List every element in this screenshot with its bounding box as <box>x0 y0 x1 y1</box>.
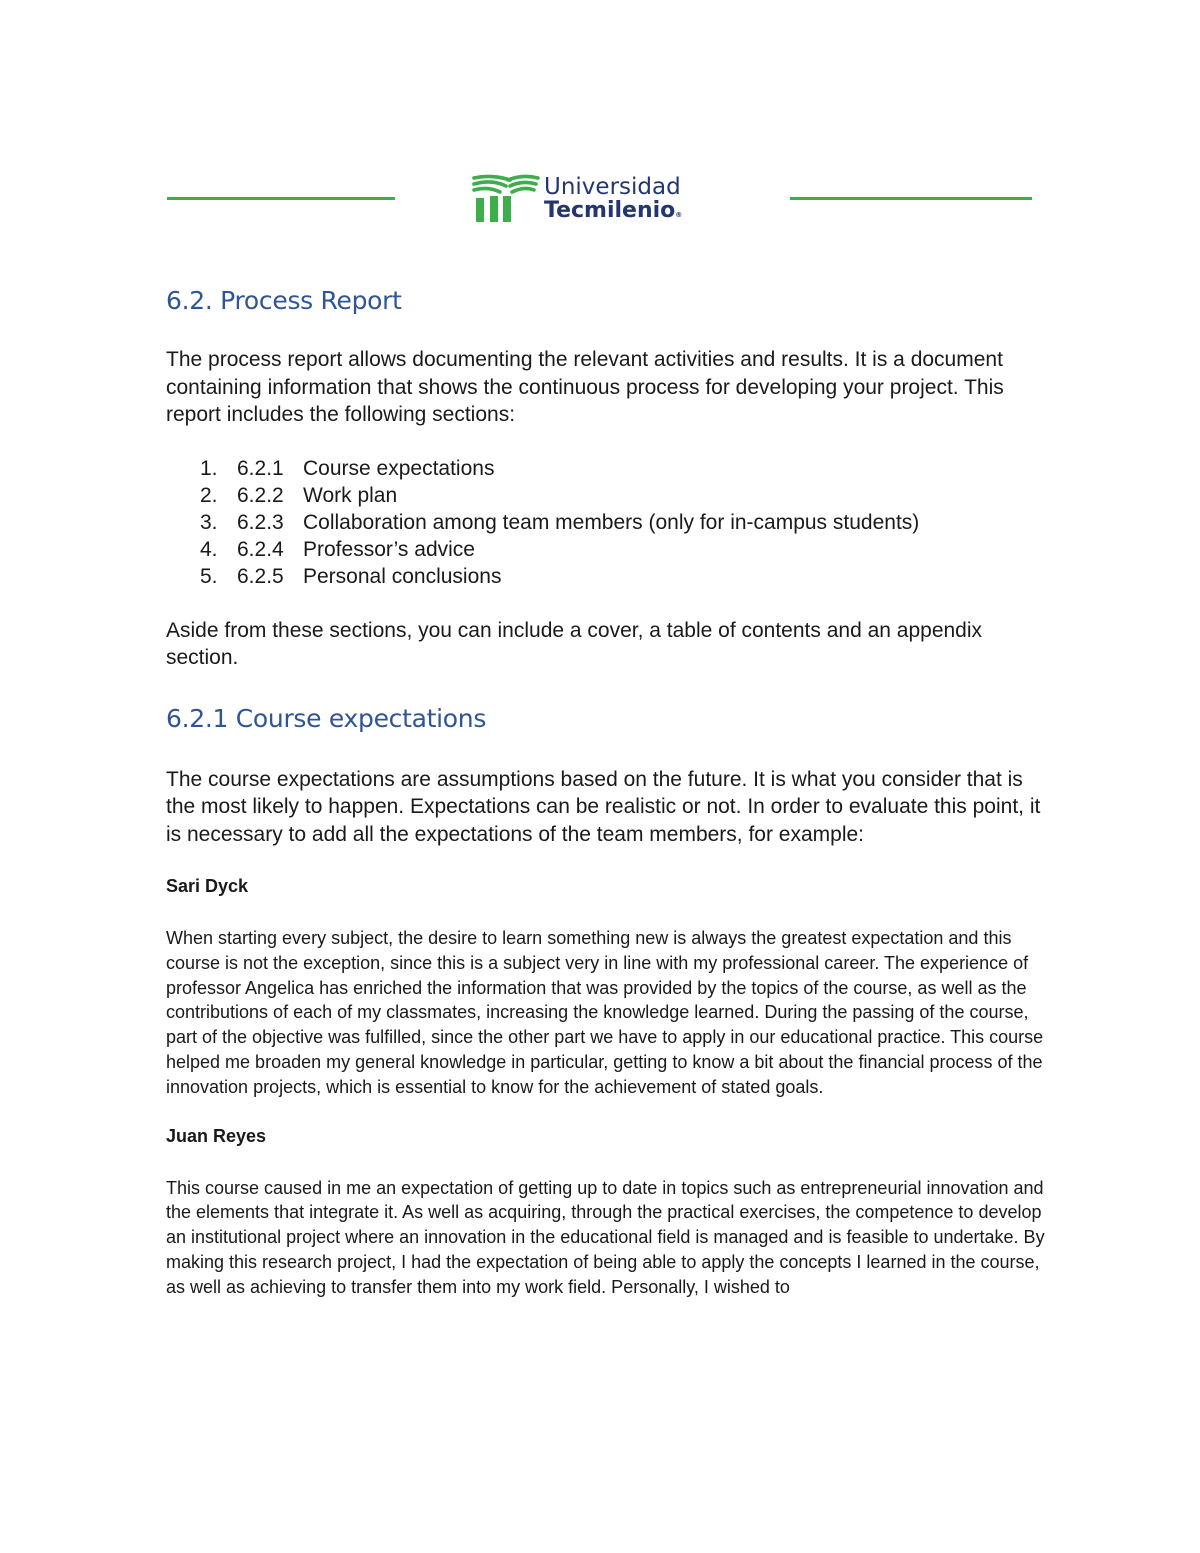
list-item: 2. 6.2.2 Work plan <box>200 483 398 507</box>
trademark-symbol: ® <box>675 211 683 219</box>
subsection-title: 6.2.1 Course expectations <box>166 703 487 733</box>
list-item: 4. 6.2.4 Professor’s advice <box>200 538 475 562</box>
logo-text-tecmilenio: Tecmilenio® <box>544 198 683 223</box>
sections-list <box>166 455 1046 591</box>
intro-paragraph: The process report allows documenting the relevant activities and results. It is a document containing information that shows the continuous process for developing your project. This report includes the following sections: <box>166 348 1004 426</box>
member-name: Juan Reyes <box>166 1125 267 1146</box>
document-content <box>166 284 1046 1300</box>
logo-text-universidad: Universidad <box>544 174 681 200</box>
header-rule-left <box>167 197 395 200</box>
tecmilenio-arches-icon <box>470 170 540 226</box>
header-rule-right <box>790 197 1032 200</box>
university-logo <box>470 170 720 226</box>
section-title: 6.2. Process Report <box>166 286 402 315</box>
subsection-intro-paragraph: The course expectations are assumptions based on the future. It is what you consider that is the most likely to happen. Expectations can be realistic or not. In order to evaluate this point, it is necessary to add all the expectations of the team members, for example: <box>166 767 1041 846</box>
member-name: Sari Dyck <box>166 876 249 897</box>
member-expectation: This course caused in me an expectation of getting up to date in topics such as entrepreneurial innovation and the elements that integrate it. As well as acquiring, through the practical exercises, the competence to develop an institutional project where an innovation in the educational field is managed and is feasible to undertake. By making this research project, I had the expectation of being able to apply the concepts I learned in the course, as well as achieving to transfer them into my work field. Personally, I wished to <box>166 1177 1045 1297</box>
aside-paragraph: Aside from these sections, you can include a cover, a table of contents and an appendix section. <box>166 618 983 670</box>
list-item: 1. 6.2.1 Course expectations <box>200 456 495 480</box>
list-item: 3. 6.2.3 Collaboration among team members (only for in-campus students) <box>200 510 920 534</box>
list-item: 5. 6.2.5 Personal conclusions <box>200 565 502 589</box>
member-expectation: When starting every subject, the desire to learn something new is always the greatest expectation and this course is not the exception, since this is a subject very in line with my professional career. The experience of professor Angelica has enriched the information that was provided by the topics of the course, as well as the contributions of each of my classmates, increasing the knowledge learned. During the passing of the course, part of the objective was fulfilled, since the other part we have to apply in our educational practice. This course helped me broaden my general knowledge in particular, getting to know a bit about the financial process of the innovation projects, which is essential to know for the achievement of stated goals. <box>166 928 1044 1097</box>
